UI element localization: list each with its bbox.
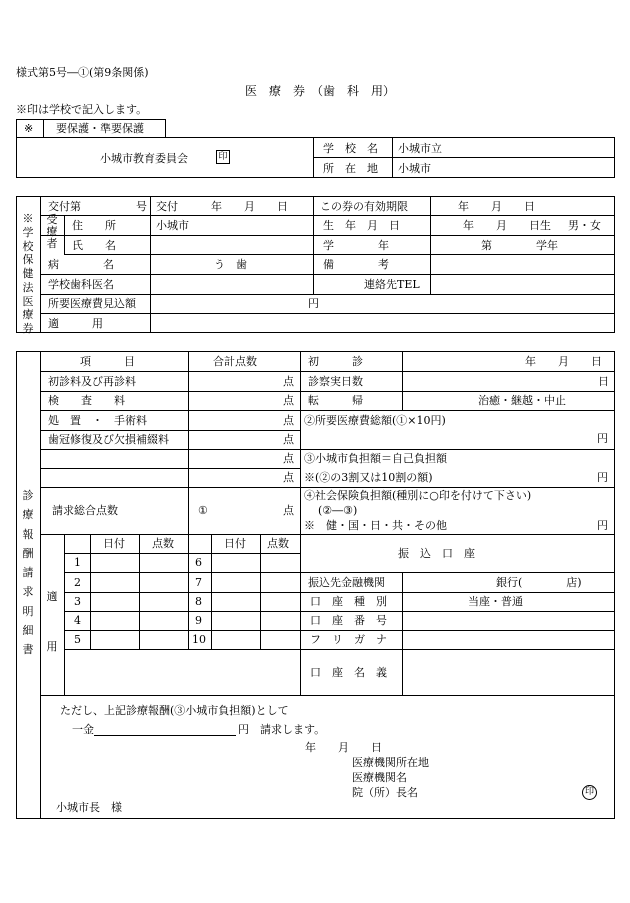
table-rule xyxy=(40,215,614,216)
table-rule xyxy=(40,534,614,535)
item-header: 項 目 xyxy=(80,355,135,368)
school-address-value: 小城市 xyxy=(398,162,431,175)
day-num-6: 6 xyxy=(195,556,202,569)
table-rule xyxy=(64,592,300,593)
table-rule xyxy=(40,371,614,372)
account-number-label: 口 座 番 号 xyxy=(310,614,387,627)
institution-address-label: 医療機関所在地 xyxy=(352,756,429,769)
table-rule xyxy=(16,818,615,819)
mark-asterisk: ※ xyxy=(24,122,34,135)
row-label-3: 処 置 ・ 手術料 xyxy=(48,414,147,427)
self-burden-yen: 円 xyxy=(597,471,608,484)
table-rule xyxy=(40,430,300,431)
row-label-4: 歯冠修復及び欠損補綴料 xyxy=(48,433,169,446)
table-rule xyxy=(40,468,300,469)
row-unit-1: 点 xyxy=(283,375,294,388)
apply-side-label: 適用 xyxy=(46,590,58,653)
table-rule xyxy=(614,351,615,818)
institution-name-label: 医療機関名 xyxy=(352,771,407,784)
address-value: 小城市 xyxy=(156,219,189,232)
birth-date-label: 生 年 月 日 xyxy=(323,219,400,232)
table-rule xyxy=(40,391,614,392)
seal-icon: 印 xyxy=(216,150,230,164)
apply-label: 適 用 xyxy=(48,317,103,330)
table-rule xyxy=(16,196,17,332)
table-rule xyxy=(16,351,17,818)
remarks-label: 備 考 xyxy=(323,258,389,271)
bill-side-label: 診療報酬請求明細書 xyxy=(22,489,34,656)
contact-label: 連絡先TEL xyxy=(364,278,420,291)
grade-value: 第 学年 xyxy=(481,239,558,252)
issue-number-label: 交付第 号 xyxy=(48,200,147,213)
table-rule xyxy=(43,119,44,137)
table-rule xyxy=(300,592,614,593)
table-rule xyxy=(165,119,166,137)
table-rule xyxy=(40,487,614,488)
table-rule xyxy=(64,254,150,255)
table-rule xyxy=(16,177,615,178)
issue-date-label: 交付 年 月 日 xyxy=(156,200,288,213)
self-burden-note: ※(②の3割又は10割の額) xyxy=(304,471,433,484)
row-label-2: 検 査 料 xyxy=(48,394,125,407)
table-rule xyxy=(16,137,615,138)
table-rule xyxy=(300,351,301,534)
row-label-1: 初診料及び再診料 xyxy=(48,375,136,388)
estimate-unit: 円 xyxy=(308,297,319,310)
table-rule xyxy=(300,630,614,631)
total-points-unit: 点 xyxy=(283,504,294,517)
account-type-label: 口 座 種 別 xyxy=(310,595,387,608)
dentist-label: 学校歯科医名 xyxy=(48,278,114,291)
table-rule xyxy=(402,572,403,695)
row-unit-5: 点 xyxy=(283,452,294,465)
self-burden-label: ③小城市負担額＝自己負担額 xyxy=(304,452,447,465)
table-rule xyxy=(402,351,403,410)
day-num-7: 7 xyxy=(195,576,202,589)
total-points-mark: ① xyxy=(198,504,208,517)
table-rule xyxy=(16,119,165,120)
table-rule xyxy=(16,137,17,177)
table-rule xyxy=(40,351,41,818)
table-rule xyxy=(188,351,189,487)
ticket-side-label: ※学校保健法医療券 xyxy=(22,212,34,335)
table-rule xyxy=(40,313,614,314)
table-rule xyxy=(300,611,614,612)
address-label: 住 所 xyxy=(72,219,116,232)
days-unit: 日 xyxy=(598,375,609,388)
table-rule xyxy=(40,294,614,295)
school-name-label: 学 校 名 xyxy=(323,142,378,155)
status-label: 要保護・準要保護 xyxy=(56,122,144,135)
claim-text: ただし、上記診療報酬(③小城市負担額)として xyxy=(60,704,289,717)
insurance-formula: (②―③) xyxy=(318,504,358,517)
insurance-yen: 円 xyxy=(597,519,608,532)
claim-date: 年 月 日 xyxy=(305,741,382,754)
table-rule xyxy=(16,332,615,333)
insurance-types: ※ 健・国・日・共・その他 xyxy=(304,519,447,532)
sex-value: 男・女 xyxy=(568,219,601,232)
patient-label: 受療者 xyxy=(46,213,58,251)
table-rule xyxy=(150,254,614,255)
bank-value: 銀行( 店) xyxy=(496,576,582,589)
day-num-4: 4 xyxy=(74,614,81,627)
amount-prefix: 一金 xyxy=(72,723,94,736)
points-header: 合計点数 xyxy=(213,355,257,368)
date-header-right: 日付 xyxy=(224,537,246,550)
table-rule xyxy=(313,157,614,158)
account-name-label: 口 座 名 義 xyxy=(310,666,387,679)
birth-date-value: 年 月 日生 xyxy=(463,219,551,232)
row-unit-6: 点 xyxy=(283,471,294,484)
table-rule xyxy=(40,196,41,332)
table-rule xyxy=(300,410,614,411)
issuer-name: 小城市教育委員会 xyxy=(100,152,188,165)
table-rule xyxy=(40,695,614,696)
date-header-left: 日付 xyxy=(103,537,125,550)
table-rule xyxy=(40,274,614,275)
table-rule xyxy=(614,137,615,177)
day-num-2: 2 xyxy=(74,576,81,589)
valid-period-date: 年 月 日 xyxy=(458,200,535,213)
points-header-left: 点数 xyxy=(152,537,174,550)
table-rule xyxy=(300,449,614,450)
form-number: 様式第5号―①(第9条関係) xyxy=(16,66,149,79)
amount-suffix: 円 請求します。 xyxy=(238,723,326,736)
school-name-value: 小城市立 xyxy=(398,142,442,155)
table-rule xyxy=(64,611,300,612)
days-label: 診察実日数 xyxy=(308,375,363,388)
mayor-address: 小城市長 様 xyxy=(56,801,122,814)
disease-label: 病 名 xyxy=(48,258,114,271)
day-num-9: 9 xyxy=(195,614,202,627)
table-rule xyxy=(300,572,614,573)
account-type-value: 当座・普通 xyxy=(468,595,523,608)
table-rule xyxy=(16,119,17,137)
bank-label: 振込先金融機関 xyxy=(308,576,385,589)
row-unit-4: 点 xyxy=(283,433,294,446)
first-visit-date: 年 月 日 xyxy=(525,355,602,368)
total-cost-yen: 円 xyxy=(597,432,608,445)
table-rule xyxy=(94,735,236,736)
table-rule xyxy=(64,215,65,254)
table-rule xyxy=(16,196,615,197)
day-num-10: 10 xyxy=(192,633,206,646)
table-rule xyxy=(64,630,300,631)
note-text: ※印は学校で記入します。 xyxy=(16,103,148,116)
furigana-label: フ リ ガ ナ xyxy=(310,633,387,646)
director-name-label: 院（所）長名 xyxy=(352,786,418,799)
total-points-label: 請求総合点数 xyxy=(52,504,118,517)
table-rule xyxy=(300,534,301,695)
name-label: 氏 名 xyxy=(72,239,116,252)
day-num-3: 3 xyxy=(74,595,81,608)
table-rule xyxy=(64,534,65,695)
estimate-label: 所要医療費見込額 xyxy=(48,297,136,310)
total-cost-label: ②所要医療費総額(①×10円) xyxy=(304,414,446,427)
row-unit-2: 点 xyxy=(283,394,294,407)
table-rule xyxy=(313,196,314,294)
school-grade-label: 学 年 xyxy=(323,239,389,252)
points-header-right: 点数 xyxy=(267,537,289,550)
disease-value: う 歯 xyxy=(214,258,247,271)
transfer-header: 振 込 口 座 xyxy=(398,547,475,560)
valid-period-label: この券の有効期限 xyxy=(320,200,408,213)
day-num-8: 8 xyxy=(195,595,202,608)
table-rule xyxy=(40,449,300,450)
table-rule xyxy=(16,351,615,352)
table-rule xyxy=(430,196,431,294)
table-rule xyxy=(188,487,189,534)
table-rule xyxy=(64,649,300,650)
outcome-label: 転 帰 xyxy=(308,394,363,407)
director-seal-icon: 印 xyxy=(582,785,597,800)
outcome-value: 治癒・継越・中止 xyxy=(478,394,566,407)
day-num-5: 5 xyxy=(74,633,81,646)
table-rule xyxy=(300,649,614,650)
day-num-1: 1 xyxy=(74,556,81,569)
table-rule xyxy=(40,410,300,411)
first-visit-label: 初 診 xyxy=(308,355,363,368)
table-rule xyxy=(64,553,300,554)
table-rule xyxy=(64,572,300,573)
page-title: 医 療 券 （歯 科 用） xyxy=(245,84,396,98)
table-rule xyxy=(150,196,151,332)
school-address-label: 所 在 地 xyxy=(323,162,378,175)
row-unit-3: 点 xyxy=(283,414,294,427)
insurance-label: ④社会保険負担額(種別に○印を付けて下さい) xyxy=(304,489,532,502)
table-rule xyxy=(40,235,614,236)
table-rule xyxy=(614,196,615,332)
